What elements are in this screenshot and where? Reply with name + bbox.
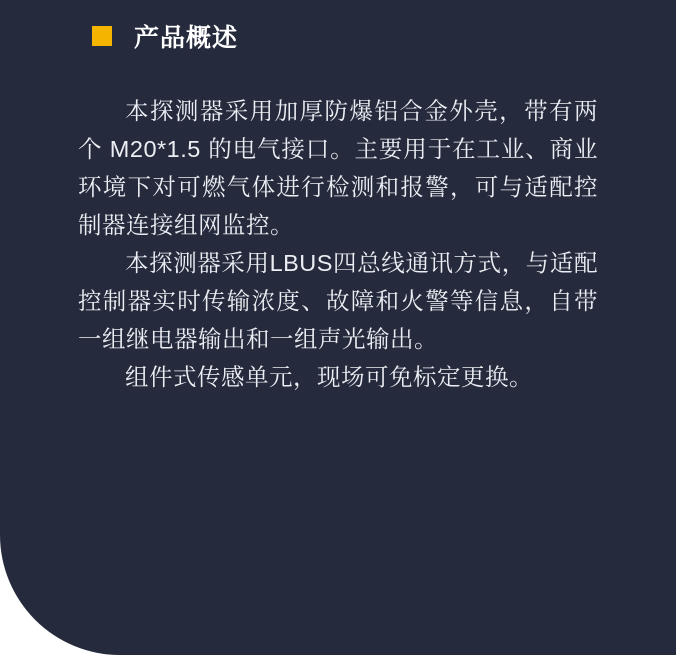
paragraph-2: 本探测器采用LBUS四总线通讯方式，与适配控制器实时传输浓度、故障和火警等信息，自带一组继电器输出和一组声光输出。	[78, 250, 598, 352]
section-heading	[92, 18, 238, 54]
section-marker-icon	[92, 26, 112, 46]
body-text	[78, 92, 598, 396]
paragraph-3: 组件式传感单元，现场可免标定更换。	[125, 364, 533, 390]
paragraph-1: 本探测器采用加厚防爆铝合金外壳，带有两个 M20*1.5 的电气接口。主要用于在工业、商业环境下对可燃气体进行检测和报警，可与适配控制器连接组网监控。	[78, 98, 598, 238]
page-title: 产品概述	[134, 24, 239, 52]
